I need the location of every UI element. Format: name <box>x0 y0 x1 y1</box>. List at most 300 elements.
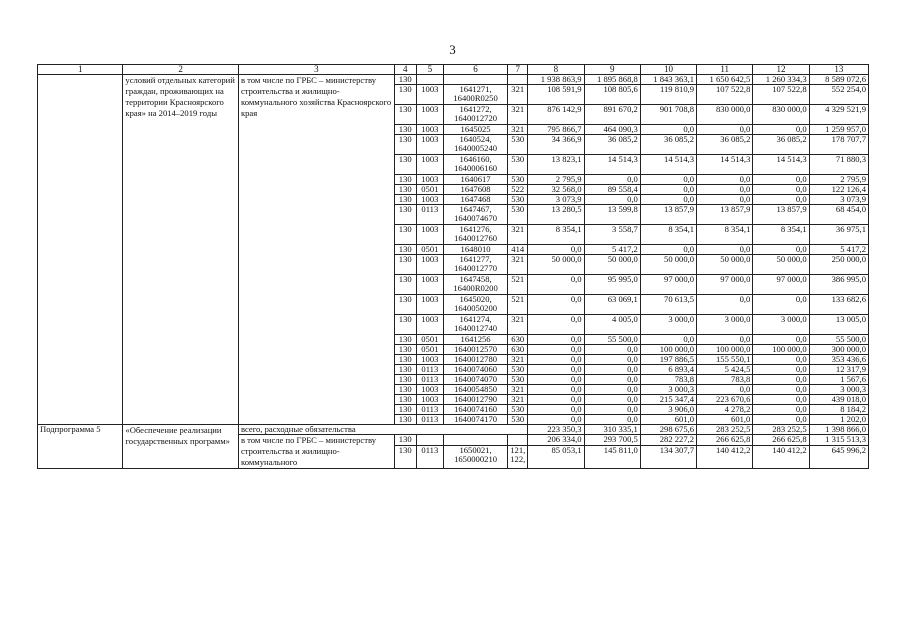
table-cell: 1640074070 <box>443 375 507 385</box>
table-cell: 130 <box>394 205 416 225</box>
header-cell: 10 <box>640 65 696 75</box>
header-cell: 8 <box>528 65 584 75</box>
table-cell: 8 354,1 <box>640 225 696 245</box>
table-cell: 12 317,9 <box>809 365 868 375</box>
table-cell: 0,0 <box>697 295 753 315</box>
header-cell: 7 <box>508 65 528 75</box>
table-cell: 130 <box>394 355 416 365</box>
table-cell: 321 <box>508 315 528 335</box>
table-cell: 1640012570 <box>443 345 507 355</box>
header-cell: 3 <box>238 65 394 75</box>
table-cell: 321 <box>508 255 528 275</box>
total-label-cell: всего, расходные обязательства <box>238 425 527 435</box>
table-cell: 0,0 <box>584 345 640 355</box>
table-cell: 321 <box>508 385 528 395</box>
table-cell: 100 000,0 <box>697 345 753 355</box>
table-cell: 14 514,3 <box>640 155 696 175</box>
table-cell: 1640074060 <box>443 365 507 375</box>
table-cell: 1 260 334,3 <box>753 75 809 85</box>
table-cell: 1 567,6 <box>809 375 868 385</box>
table-cell: 1641272, 1640012720 <box>443 105 507 125</box>
table-cell: 521 <box>508 295 528 315</box>
table-cell: 130 <box>394 85 416 105</box>
table-cell: 3 558,7 <box>584 225 640 245</box>
header-cell: 12 <box>753 65 809 75</box>
grbs-cell: в том числе по ГРБС – министерству строительства и жилищно-коммунального хозяйства Красноярского края <box>238 75 394 425</box>
table-cell: 107 522,8 <box>697 85 753 105</box>
table-cell: 298 675,6 <box>640 425 696 435</box>
table-cell: 140 412,2 <box>697 446 753 469</box>
table-cell: 13 280,5 <box>528 205 584 225</box>
table-cell: 1647608 <box>443 185 507 195</box>
table-cell: 1003 <box>416 135 443 155</box>
table-cell: 121, 122, <box>508 446 528 469</box>
header-cell: 11 <box>697 65 753 75</box>
table-cell: 283 252,5 <box>697 425 753 435</box>
table-cell: 0,0 <box>753 355 809 365</box>
table-cell: 830 000,0 <box>753 105 809 125</box>
table-cell: 3 000,3 <box>809 385 868 395</box>
table-cell: 1640074170 <box>443 415 507 425</box>
table-cell: 522 <box>508 185 528 195</box>
table-cell: 140 412,2 <box>753 446 809 469</box>
table-cell: 1648010 <box>443 245 507 255</box>
table-cell: 0,0 <box>584 395 640 405</box>
table-cell: 1640012780 <box>443 355 507 365</box>
table-cell: 1647467, 1640074670 <box>443 205 507 225</box>
table-cell: 13 857,9 <box>640 205 696 225</box>
table-cell: 36 085,2 <box>697 135 753 155</box>
table-cell: 783,8 <box>697 375 753 385</box>
table-cell: 0,0 <box>584 355 640 365</box>
table-cell: 0,0 <box>697 385 753 395</box>
table-cell: 0,0 <box>528 245 584 255</box>
table-cell: 530 <box>508 155 528 175</box>
table-cell: 130 <box>394 395 416 405</box>
table-cell: 108 591,9 <box>528 85 584 105</box>
table-cell: 50 000,0 <box>640 255 696 275</box>
table-cell: 130 <box>394 195 416 205</box>
table-cell: 97 000,0 <box>753 275 809 295</box>
table-cell: 1003 <box>416 155 443 175</box>
table-cell: 71 880,3 <box>809 155 868 175</box>
table-cell: 1 315 513,3 <box>809 435 868 446</box>
table-cell: 1641277, 1640012770 <box>443 255 507 275</box>
table-row <box>38 75 869 85</box>
table-cell: 55 500,0 <box>809 335 868 345</box>
table-cell: 130 <box>394 435 416 446</box>
header-cell: 6 <box>443 65 507 75</box>
budget-table <box>37 64 869 469</box>
table-cell: 0,0 <box>584 375 640 385</box>
table-cell: 197 886,5 <box>640 355 696 365</box>
table-cell: 0,0 <box>697 245 753 255</box>
table-cell: 601,0 <box>697 415 753 425</box>
table-cell: 130 <box>394 175 416 185</box>
table-cell: 0113 <box>416 375 443 385</box>
table-cell: 178 707,7 <box>809 135 868 155</box>
table-cell: 1641274, 1640012740 <box>443 315 507 335</box>
table-cell: 0,0 <box>753 195 809 205</box>
table-cell: 36 085,2 <box>584 135 640 155</box>
table-cell: 1003 <box>416 255 443 275</box>
table-cell: 530 <box>508 205 528 225</box>
table-cell: 1003 <box>416 395 443 405</box>
header-cell: 13 <box>809 65 868 75</box>
table-cell: 0,0 <box>697 125 753 135</box>
table-cell: 1645025 <box>443 125 507 135</box>
table-cell: 0,0 <box>528 315 584 335</box>
header-cell: 1 <box>38 65 123 75</box>
table-cell: 321 <box>508 225 528 245</box>
table-cell: 89 558,4 <box>584 185 640 195</box>
table-cell: 0,0 <box>753 185 809 195</box>
subprogram-name-cell: «Обеспечение реализации государственных программ» <box>123 425 239 469</box>
table-cell: 601,0 <box>640 415 696 425</box>
table-cell <box>416 435 443 446</box>
table-cell: 1640524, 1640005240 <box>443 135 507 155</box>
table-cell <box>508 435 528 446</box>
table-cell: 1646160, 1640006160 <box>443 155 507 175</box>
table-cell: 876 142,9 <box>528 105 584 125</box>
table-cell: 97 000,0 <box>640 275 696 295</box>
table-cell: 130 <box>394 345 416 355</box>
header-cell: 9 <box>584 65 640 75</box>
table-cell: 130 <box>394 255 416 275</box>
table-cell: 8 589 072,6 <box>809 75 868 85</box>
table-cell: 95 995,0 <box>584 275 640 295</box>
table-cell: 0,0 <box>584 385 640 395</box>
table-cell: 830 000,0 <box>697 105 753 125</box>
header-cell: 5 <box>416 65 443 75</box>
table-cell: 130 <box>394 135 416 155</box>
table-cell: 0,0 <box>640 195 696 205</box>
table-cell: 0,0 <box>528 405 584 415</box>
table-cell: 530 <box>508 375 528 385</box>
table-cell: 0,0 <box>753 375 809 385</box>
table-cell: 5 417,2 <box>584 245 640 255</box>
table-cell: 108 805,6 <box>584 85 640 105</box>
table-cell: 552 254,0 <box>809 85 868 105</box>
table-cell: 283 252,5 <box>753 425 809 435</box>
table-cell: 266 625,8 <box>697 435 753 446</box>
table-cell: 0113 <box>416 415 443 425</box>
table-cell: 1641256 <box>443 335 507 345</box>
table-cell: 1003 <box>416 275 443 295</box>
table-cell: 321 <box>508 395 528 405</box>
table-cell: 0,0 <box>640 125 696 135</box>
table-cell: 0,0 <box>640 245 696 255</box>
table-cell: 8 354,1 <box>753 225 809 245</box>
table-cell: 1647458, 16400R0200 <box>443 275 507 295</box>
table-cell: 0,0 <box>640 175 696 185</box>
table-cell: 0,0 <box>528 395 584 405</box>
table-cell: 130 <box>394 75 416 85</box>
table-cell: 1003 <box>416 315 443 335</box>
table-cell: 13 857,9 <box>697 205 753 225</box>
table-cell: 130 <box>394 335 416 345</box>
table-cell: 1 843 363,1 <box>640 75 696 85</box>
table-cell: 530 <box>508 135 528 155</box>
table-cell: 1003 <box>416 85 443 105</box>
table-cell: 0,0 <box>528 275 584 295</box>
table-cell: 13 823,1 <box>528 155 584 175</box>
table-row <box>38 425 869 435</box>
table-cell: 0,0 <box>753 385 809 395</box>
table-cell: 1 650 642,5 <box>697 75 753 85</box>
table-cell: 130 <box>394 185 416 195</box>
table-cell: 0,0 <box>528 335 584 345</box>
table-cell: 1003 <box>416 195 443 205</box>
table-cell: 1003 <box>416 125 443 135</box>
table-cell: 0,0 <box>640 185 696 195</box>
table-cell: 223 670,6 <box>697 395 753 405</box>
table-cell: 97 000,0 <box>697 275 753 295</box>
table-cell: 0501 <box>416 185 443 195</box>
header-cell: 2 <box>123 65 239 75</box>
page-number: 3 <box>449 42 456 57</box>
table-cell: 645 996,2 <box>809 446 868 469</box>
table-cell: 0113 <box>416 365 443 375</box>
table-cell: 5 417,2 <box>809 245 868 255</box>
table-cell: 130 <box>394 315 416 335</box>
table-cell <box>508 75 528 85</box>
table-cell: 215 347,4 <box>640 395 696 405</box>
table-cell: 100 000,0 <box>640 345 696 355</box>
table-cell <box>416 75 443 85</box>
table-cell: 282 227,2 <box>640 435 696 446</box>
table-cell: 530 <box>508 405 528 415</box>
table-cell: 13 005,0 <box>809 315 868 335</box>
table-cell: 122 126,4 <box>809 185 868 195</box>
table-cell: 3 073,9 <box>528 195 584 205</box>
table-cell: 1003 <box>416 175 443 185</box>
table-cell: 266 625,8 <box>753 435 809 446</box>
table-cell: 14 514,3 <box>697 155 753 175</box>
table-cell: 0,0 <box>697 335 753 345</box>
table-cell: 0,0 <box>753 175 809 185</box>
table-cell: 321 <box>508 85 528 105</box>
table-cell: 0,0 <box>753 365 809 375</box>
table-cell: 1 202,0 <box>809 415 868 425</box>
table-cell: 6 893,4 <box>640 365 696 375</box>
table-cell: 130 <box>394 405 416 415</box>
table-cell: 530 <box>508 365 528 375</box>
table-cell: 0113 <box>416 205 443 225</box>
table-cell: 1640054850 <box>443 385 507 395</box>
table-cell: 0,0 <box>528 355 584 365</box>
table-cell: 0,0 <box>753 395 809 405</box>
table-cell: 1003 <box>416 295 443 315</box>
table-cell: 1645020, 1640050200 <box>443 295 507 315</box>
table-cell: 5 424,5 <box>697 365 753 375</box>
table-cell: 1003 <box>416 385 443 395</box>
table-cell: 14 514,3 <box>584 155 640 175</box>
table-cell: 630 <box>508 335 528 345</box>
header-row <box>38 65 869 75</box>
table-cell: 36 085,2 <box>753 135 809 155</box>
table-cell: 1650021, 1650000210 <box>443 446 507 469</box>
table-cell: 321 <box>508 125 528 135</box>
table-cell: 0,0 <box>584 405 640 415</box>
table-cell: 1640012790 <box>443 395 507 405</box>
table-cell: 130 <box>394 225 416 245</box>
table-cell: 530 <box>508 175 528 185</box>
table-cell: 130 <box>394 245 416 255</box>
table-cell: 1 938 863,9 <box>528 75 584 85</box>
table-cell: 130 <box>394 295 416 315</box>
table-cell: 630 <box>508 345 528 355</box>
table-cell: 530 <box>508 195 528 205</box>
table-cell: 783,8 <box>640 375 696 385</box>
table-cell: 2 795,9 <box>809 175 868 185</box>
table-cell: 0113 <box>416 405 443 415</box>
table-cell: 8 354,1 <box>528 225 584 245</box>
table-cell: 0,0 <box>753 335 809 345</box>
table-cell: 0,0 <box>584 365 640 375</box>
table-cell: 439 018,0 <box>809 395 868 405</box>
table-cell: 0,0 <box>697 175 753 185</box>
table-cell: 36 085,2 <box>640 135 696 155</box>
table-cell: 130 <box>394 105 416 125</box>
table-cell: 321 <box>508 355 528 365</box>
table-cell: 386 995,0 <box>809 275 868 295</box>
table-cell: 0,0 <box>528 385 584 395</box>
table-cell: 3 000,0 <box>697 315 753 335</box>
table-cell: 13 599,8 <box>584 205 640 225</box>
table-cell: 1640617 <box>443 175 507 185</box>
header-cell: 4 <box>394 65 416 75</box>
table-cell: 0501 <box>416 335 443 345</box>
table-cell: 1003 <box>416 105 443 125</box>
table-cell: 119 810,9 <box>640 85 696 105</box>
table-cell: 1641276, 1640012760 <box>443 225 507 245</box>
table-cell: 300 000,0 <box>809 345 868 355</box>
table-cell: 1003 <box>416 225 443 245</box>
table-cell: 85 053,1 <box>528 446 584 469</box>
table-cell <box>443 75 507 85</box>
table-cell: 0,0 <box>528 375 584 385</box>
table-cell: 36 975,1 <box>809 225 868 245</box>
table-cell: 55 500,0 <box>584 335 640 345</box>
table-cell: 134 307,7 <box>640 446 696 469</box>
table-cell: 0,0 <box>697 185 753 195</box>
table-cell: 3 000,0 <box>753 315 809 335</box>
table-cell: 0,0 <box>753 245 809 255</box>
table-cell: 353 436,6 <box>809 355 868 365</box>
table-cell: 133 682,6 <box>809 295 868 315</box>
table-cell: 3 000,3 <box>640 385 696 395</box>
table-cell: 3 000,0 <box>640 315 696 335</box>
table-cell: 4 005,0 <box>584 315 640 335</box>
table-cell: 130 <box>394 446 416 469</box>
table-cell: 293 700,5 <box>584 435 640 446</box>
table-cell: 530 <box>508 415 528 425</box>
table-cell: 0,0 <box>753 125 809 135</box>
table-cell: 4 329 521,9 <box>809 105 868 125</box>
program-name-cell: условий отдельных категорий граждан, проживающих на территории Красноярского края» на 2014–2019 годы <box>123 75 239 425</box>
table-cell: 521 <box>508 275 528 295</box>
table-cell: 0501 <box>416 245 443 255</box>
table-cell: 0,0 <box>584 175 640 185</box>
table-cell: 250 000,0 <box>809 255 868 275</box>
table-cell: 310 335,1 <box>584 425 640 435</box>
table-cell: 130 <box>394 275 416 295</box>
table-cell: 206 334,0 <box>528 435 584 446</box>
table-cell: 795 866,7 <box>528 125 584 135</box>
program-cell <box>38 75 123 425</box>
table-cell: 3 906,0 <box>640 405 696 415</box>
table-cell: 1647468 <box>443 195 507 205</box>
table-cell: 0,0 <box>697 195 753 205</box>
table-cell: 0,0 <box>753 415 809 425</box>
table-cell: 0,0 <box>640 335 696 345</box>
table-cell: 70 613,5 <box>640 295 696 315</box>
table-cell: 130 <box>394 375 416 385</box>
table-cell: 0,0 <box>584 415 640 425</box>
table-cell: 63 069,1 <box>584 295 640 315</box>
table-cell: 32 568,0 <box>528 185 584 195</box>
table-cell: 107 522,8 <box>753 85 809 105</box>
table-cell: 130 <box>394 385 416 395</box>
table-cell: 0,0 <box>584 195 640 205</box>
table-cell: 34 366,9 <box>528 135 584 155</box>
grbs-cell: в том числе по ГРБС – министерству строительства и жилищно-коммунального <box>238 435 394 469</box>
table-cell: 1003 <box>416 355 443 365</box>
table-cell: 8 184,2 <box>809 405 868 415</box>
table-cell: 1640074160 <box>443 405 507 415</box>
table-cell: 0113 <box>416 446 443 469</box>
table-cell: 1 398 866,0 <box>809 425 868 435</box>
table-cell: 3 073,9 <box>809 195 868 205</box>
table-cell: 321 <box>508 105 528 125</box>
table-cell: 1 895 868,8 <box>584 75 640 85</box>
table-cell: 8 354,1 <box>697 225 753 245</box>
table-cell: 100 000,0 <box>753 345 809 355</box>
table-cell: 2 795,9 <box>528 175 584 185</box>
table-cell: 50 000,0 <box>528 255 584 275</box>
table-cell <box>443 435 507 446</box>
table-cell: 1 259 957,0 <box>809 125 868 135</box>
table-cell: 130 <box>394 365 416 375</box>
subprogram-cell: Подпрограмма 5 <box>38 425 123 469</box>
table-cell: 0,0 <box>753 405 809 415</box>
table-cell: 414 <box>508 245 528 255</box>
table-cell: 0,0 <box>753 295 809 315</box>
table-cell: 464 090,3 <box>584 125 640 135</box>
table-cell: 0501 <box>416 345 443 355</box>
table-cell: 50 000,0 <box>697 255 753 275</box>
table-cell: 130 <box>394 155 416 175</box>
table-cell: 891 670,2 <box>584 105 640 125</box>
table-cell: 155 550,1 <box>697 355 753 365</box>
table-cell: 50 000,0 <box>753 255 809 275</box>
table-cell: 130 <box>394 415 416 425</box>
table-cell: 0,0 <box>528 295 584 315</box>
table-cell: 145 811,0 <box>584 446 640 469</box>
table-cell: 901 708,8 <box>640 105 696 125</box>
table-cell: 0,0 <box>528 415 584 425</box>
table-cell: 223 350,3 <box>528 425 584 435</box>
table-cell: 14 514,3 <box>753 155 809 175</box>
table-cell: 1641271, 16400R0250 <box>443 85 507 105</box>
table-cell: 0,0 <box>528 345 584 355</box>
table-cell: 130 <box>394 125 416 135</box>
table-cell: 4 278,2 <box>697 405 753 415</box>
table-cell: 13 857,9 <box>753 205 809 225</box>
table-cell: 0,0 <box>528 365 584 375</box>
table-cell: 68 454,0 <box>809 205 868 225</box>
